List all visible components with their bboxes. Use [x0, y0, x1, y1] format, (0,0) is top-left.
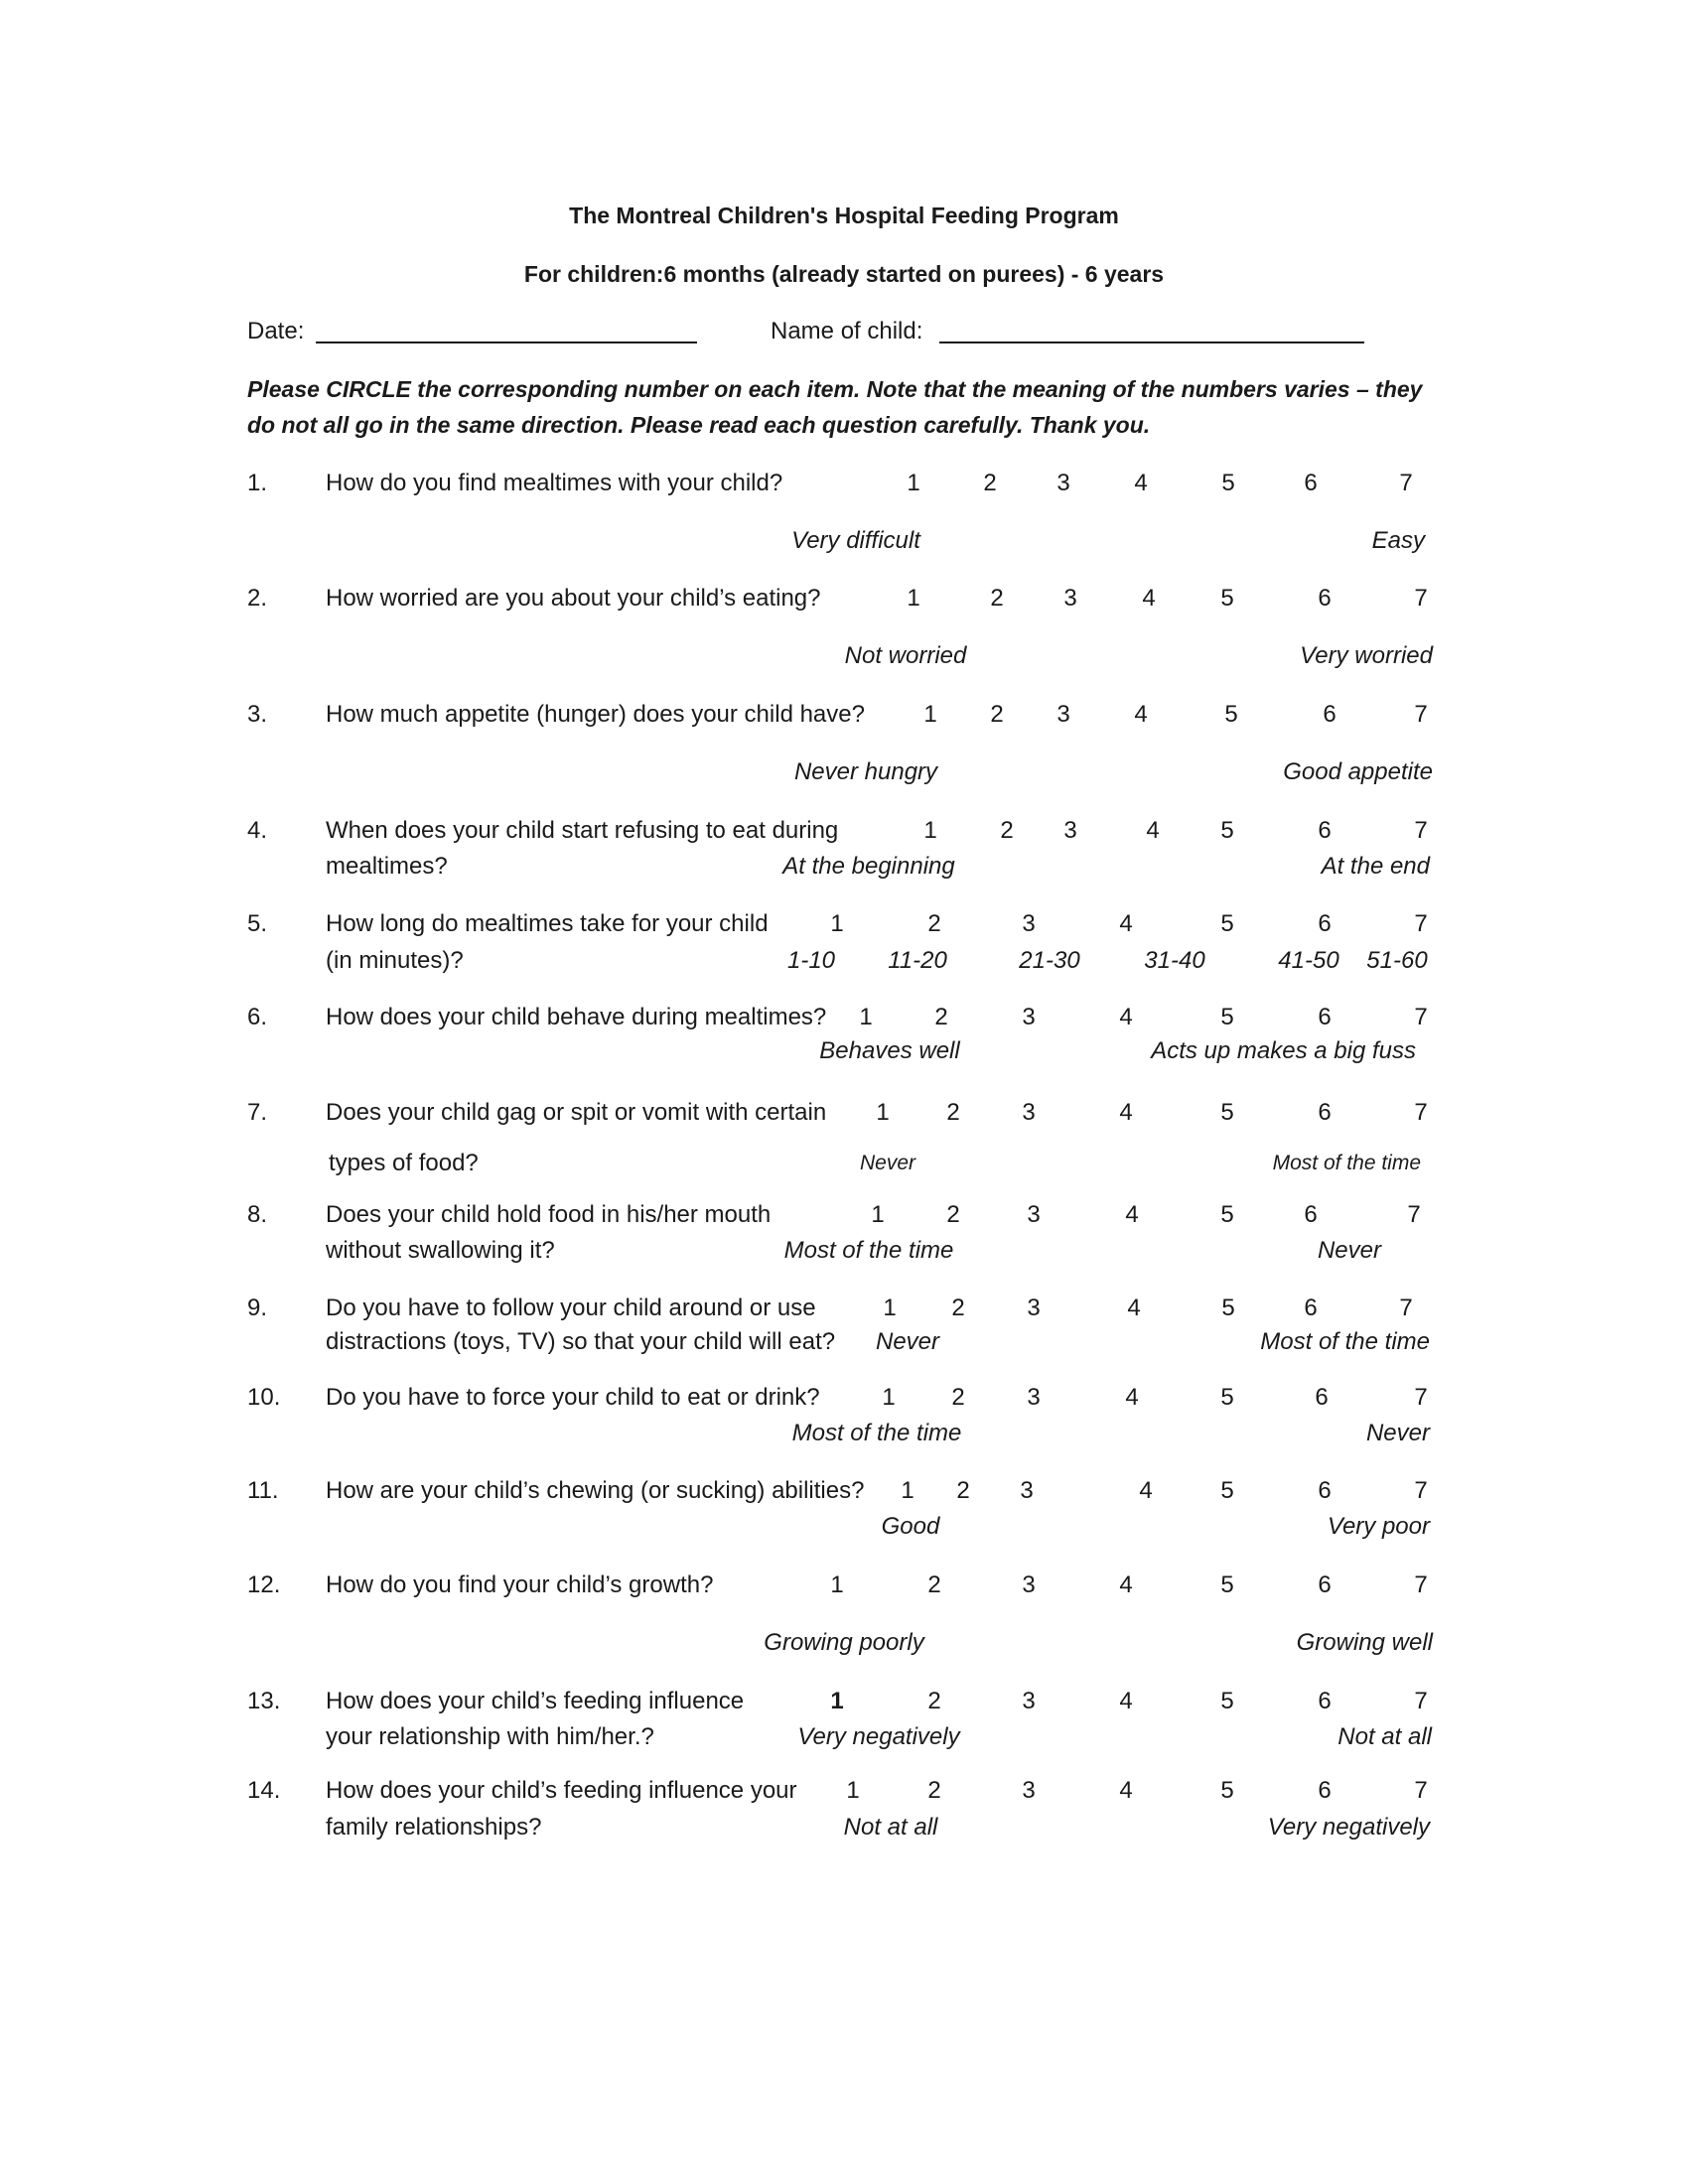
scale-option-6[interactable]: 6 — [1304, 1295, 1318, 1321]
question-number: 13. — [247, 1688, 281, 1714]
scale-anchor-low: Very negatively — [797, 1723, 960, 1750]
question-number: 2. — [247, 585, 268, 612]
scale-option-6[interactable]: 6 — [1318, 817, 1332, 844]
scale-option-1[interactable]: 1 — [882, 1384, 896, 1411]
scale-option-1[interactable]: 1 — [846, 1777, 860, 1804]
question-text: How are your child’s chewing (or sucking) abilities? — [326, 1477, 865, 1504]
question-number: 12. — [247, 1571, 281, 1598]
scale-option-7[interactable]: 7 — [1414, 701, 1428, 728]
question-text: How worried are you about your child’s eating? — [326, 585, 821, 612]
question-number: 3. — [247, 701, 268, 728]
scale-option-1[interactable]: 1 — [830, 1571, 844, 1598]
question-number: 11. — [247, 1477, 279, 1504]
scale-anchor-high: Good appetite — [1283, 758, 1433, 785]
scale-option-4[interactable]: 4 — [1119, 1004, 1133, 1030]
scale-option-6[interactable]: 6 — [1318, 1688, 1332, 1714]
scale-option-6[interactable]: 6 — [1304, 1201, 1318, 1228]
scale-option-2[interactable]: 2 — [927, 1688, 941, 1714]
question-text: without swallowing it? — [326, 1237, 555, 1264]
question-text: your relationship with him/her.? — [326, 1723, 654, 1750]
scale-option-7[interactable]: 7 — [1414, 817, 1428, 844]
question-text: How does your child’s feeding influence your — [326, 1777, 797, 1804]
scale-option-5[interactable]: 5 — [1221, 470, 1235, 496]
scale-option-5[interactable]: 5 — [1220, 1477, 1234, 1504]
page-title: The Montreal Children's Hospital Feeding Program — [569, 203, 1119, 228]
scale-option-2[interactable]: 2 — [927, 1571, 941, 1598]
scale-option-2[interactable]: 2 — [956, 1477, 970, 1504]
scale-anchor-high: Most of the time — [1260, 1328, 1430, 1355]
scale-anchor-low: Not worried — [844, 642, 967, 669]
scale-option-1[interactable]: 1 — [923, 701, 937, 728]
scale-option-5[interactable]: 5 — [1220, 817, 1234, 844]
scale-anchor-low: Growing poorly — [764, 1629, 924, 1656]
scale-option-3[interactable]: 3 — [1022, 1571, 1036, 1598]
scale-option-4[interactable]: 4 — [1142, 585, 1156, 612]
scale-anchor-high: At the end — [1321, 853, 1430, 880]
scale-option-1[interactable]: 1 — [859, 1004, 873, 1030]
scale-option-5[interactable]: 5 — [1220, 1004, 1234, 1030]
scale-option-4[interactable]: 4 — [1119, 910, 1133, 937]
scale-option-1[interactable]: 1 — [883, 1295, 897, 1321]
scale-option-3[interactable]: 3 — [1063, 817, 1077, 844]
scale-option-5[interactable]: 5 — [1220, 1384, 1234, 1411]
scale-option-2[interactable]: 2 — [946, 1099, 960, 1126]
scale-anchor-high: Easy — [1371, 527, 1425, 554]
scale-option-7[interactable]: 7 — [1414, 1099, 1428, 1126]
scale-option-6[interactable]: 6 — [1318, 1571, 1332, 1598]
scale-option-2[interactable]: 2 — [990, 585, 1004, 612]
scale-option-7[interactable]: 7 — [1414, 1477, 1428, 1504]
scale-anchor-high: Most of the time — [1272, 1152, 1421, 1174]
scale-anchor-low: Most of the time — [791, 1420, 962, 1446]
scale-option-3[interactable]: 3 — [1027, 1384, 1041, 1411]
scale-option-4[interactable]: 4 — [1119, 1777, 1133, 1804]
scale-anchor-range: 1-10 — [786, 947, 836, 974]
question-text: Do you have to force your child to eat or drink? — [326, 1384, 820, 1411]
question-text: How long do mealtimes take for your child — [326, 910, 769, 937]
scale-option-3[interactable]: 3 — [1022, 1688, 1036, 1714]
scale-option-3[interactable]: 3 — [1027, 1201, 1041, 1228]
question-text: distractions (toys, TV) so that your child will eat? — [326, 1328, 836, 1355]
scale-option-5[interactable]: 5 — [1220, 1099, 1234, 1126]
scale-option-4[interactable]: 4 — [1146, 817, 1160, 844]
scale-anchor-low: Most of the time — [783, 1237, 954, 1264]
scale-option-1[interactable]: 1 — [923, 817, 937, 844]
scale-option-6[interactable]: 6 — [1315, 1384, 1329, 1411]
scale-option-6[interactable]: 6 — [1318, 1004, 1332, 1030]
scale-anchor-low: Never — [876, 1328, 940, 1355]
scale-anchor-low: Never — [859, 1152, 916, 1174]
scale-anchor-low: At the beginning — [782, 853, 955, 880]
scale-option-6[interactable]: 6 — [1318, 1777, 1332, 1804]
scale-option-2[interactable]: 2 — [983, 470, 997, 496]
question-number: 14. — [247, 1777, 281, 1804]
scale-option-3[interactable]: 3 — [1022, 1004, 1036, 1030]
scale-option-6[interactable]: 6 — [1318, 910, 1332, 937]
scale-option-5[interactable]: 5 — [1220, 1688, 1234, 1714]
question-text: (in minutes)? — [326, 947, 464, 974]
scale-option-2[interactable]: 2 — [946, 1201, 960, 1228]
scale-option-4[interactable]: 4 — [1134, 701, 1148, 728]
scale-option-2[interactable]: 2 — [927, 1777, 941, 1804]
question-text: How does your child behave during mealtimes? — [326, 1004, 827, 1030]
scale-option-1[interactable]: 1 — [907, 585, 920, 612]
scale-option-4[interactable]: 4 — [1119, 1099, 1133, 1126]
scale-option-5[interactable]: 5 — [1220, 1777, 1234, 1804]
question-number: 1. — [247, 470, 268, 496]
scale-option-3[interactable]: 3 — [1022, 910, 1036, 937]
scale-anchor-range: 51-60 — [1366, 947, 1428, 974]
child-name-field[interactable] — [939, 341, 1364, 343]
scale-option-2[interactable]: 2 — [934, 1004, 948, 1030]
child-name-label: Name of child: — [771, 318, 923, 344]
question-number: 7. — [247, 1099, 268, 1126]
scale-option-6[interactable]: 6 — [1318, 1477, 1332, 1504]
scale-option-5[interactable]: 5 — [1221, 1295, 1235, 1321]
scale-option-1[interactable]: 1 — [830, 1688, 844, 1714]
scale-option-7[interactable]: 7 — [1414, 1384, 1428, 1411]
scale-option-6[interactable]: 6 — [1318, 585, 1332, 612]
scale-option-2[interactable]: 2 — [951, 1295, 965, 1321]
question-text: family relationships? — [326, 1814, 542, 1841]
scale-option-1[interactable]: 1 — [830, 910, 844, 937]
scale-option-7[interactable]: 7 — [1407, 1201, 1421, 1228]
scale-option-7[interactable]: 7 — [1399, 1295, 1413, 1321]
scale-option-1[interactable]: 1 — [871, 1201, 885, 1228]
scale-option-7[interactable]: 7 — [1414, 585, 1428, 612]
scale-anchor-range: 31-40 — [1144, 947, 1205, 974]
question-number: 10. — [247, 1384, 281, 1411]
scale-option-3[interactable]: 3 — [1022, 1099, 1036, 1126]
scale-option-3[interactable]: 3 — [1056, 470, 1070, 496]
scale-option-6[interactable]: 6 — [1304, 470, 1318, 496]
question-number: 5. — [247, 910, 268, 937]
scale-option-7[interactable]: 7 — [1414, 1004, 1428, 1030]
scale-option-1[interactable]: 1 — [876, 1099, 890, 1126]
scale-option-3[interactable]: 3 — [1020, 1477, 1034, 1504]
scale-option-3[interactable]: 3 — [1027, 1295, 1041, 1321]
scale-option-4[interactable]: 4 — [1139, 1477, 1153, 1504]
scale-anchor-range: 21-30 — [1019, 947, 1080, 974]
scale-option-5[interactable]: 5 — [1220, 910, 1234, 937]
scale-anchor-high: Growing well — [1296, 1629, 1433, 1656]
scale-option-7[interactable]: 7 — [1414, 910, 1428, 937]
question-text: mealtimes? — [326, 853, 448, 880]
scale-option-7[interactable]: 7 — [1399, 470, 1413, 496]
scale-anchor-low: Never hungry — [793, 758, 938, 785]
question-text: types of food? — [329, 1150, 479, 1176]
question-text: How much appetite (hunger) does your child have? — [326, 701, 865, 728]
question-number: 9. — [247, 1295, 268, 1321]
question-text: Do you have to follow your child around or use — [326, 1295, 816, 1321]
question-text: How do you find mealtimes with your child? — [326, 470, 783, 496]
question-text: How does your child’s feeding influence — [326, 1688, 745, 1714]
scale-anchor-range: 41-50 — [1278, 947, 1339, 974]
scale-option-6[interactable]: 6 — [1323, 701, 1336, 728]
scale-anchor-high: Very poor — [1327, 1513, 1430, 1540]
scale-option-6[interactable]: 6 — [1318, 1099, 1332, 1126]
date-field[interactable] — [316, 341, 697, 343]
scale-option-4[interactable]: 4 — [1125, 1384, 1139, 1411]
scale-anchor-low: Not at all — [843, 1814, 938, 1841]
question-number: 6. — [247, 1004, 268, 1030]
scale-option-7[interactable]: 7 — [1414, 1571, 1428, 1598]
question-text: How do you find your child’s growth? — [326, 1571, 714, 1598]
scale-anchor-low: Behaves well — [819, 1037, 960, 1064]
scale-option-3[interactable]: 3 — [1022, 1777, 1036, 1804]
scale-anchor-range: 11-20 — [888, 947, 947, 974]
question-number: 4. — [247, 817, 268, 844]
scale-option-5[interactable]: 5 — [1224, 701, 1238, 728]
scale-option-2[interactable]: 2 — [990, 701, 1004, 728]
question-text: When does your child start refusing to eat during — [326, 817, 839, 844]
scale-anchor-low: Good — [881, 1513, 940, 1540]
scale-anchor-high: Very worried — [1300, 642, 1433, 669]
scale-option-4[interactable]: 4 — [1125, 1201, 1139, 1228]
scale-anchor-high: Very negatively — [1267, 1814, 1430, 1841]
scale-anchor-high: Acts up makes a big fuss — [1151, 1037, 1416, 1064]
page-subtitle: For children:6 months (already started on purees) - 6 years — [523, 261, 1165, 287]
scale-option-7[interactable]: 7 — [1414, 1777, 1428, 1804]
scale-option-4[interactable]: 4 — [1119, 1571, 1133, 1598]
scale-anchor-low: Very difficult — [791, 527, 920, 554]
scale-option-3[interactable]: 3 — [1056, 701, 1070, 728]
question-text: Does your child gag or spit or vomit with certain — [326, 1099, 827, 1126]
scale-option-1[interactable]: 1 — [907, 470, 920, 496]
scale-anchor-high: Never — [1317, 1237, 1381, 1264]
scale-anchor-high: Never — [1365, 1420, 1430, 1446]
scale-option-2[interactable]: 2 — [927, 910, 941, 937]
question-number: 8. — [247, 1201, 268, 1228]
date-label: Date: — [247, 318, 305, 344]
scale-option-5[interactable]: 5 — [1220, 1571, 1234, 1598]
question-text: Does your child hold food in his/her mouth — [326, 1201, 772, 1228]
scale-option-1[interactable]: 1 — [901, 1477, 914, 1504]
scale-anchor-high: Not at all — [1337, 1723, 1432, 1750]
scale-option-2[interactable]: 2 — [1000, 817, 1014, 844]
scale-option-5[interactable]: 5 — [1220, 1201, 1234, 1228]
scale-option-2[interactable]: 2 — [951, 1384, 965, 1411]
scale-option-5[interactable]: 5 — [1220, 585, 1234, 612]
scale-option-4[interactable]: 4 — [1134, 470, 1148, 496]
scale-option-7[interactable]: 7 — [1414, 1688, 1428, 1714]
instructions-text: Please CIRCLE the corresponding number on each item. Note that the meaning of the numbers varies – they do not all go in the same direction. Please read each question carefully. Thank you. — [247, 376, 1423, 438]
scale-option-3[interactable]: 3 — [1063, 585, 1077, 612]
scale-option-4[interactable]: 4 — [1127, 1295, 1141, 1321]
scale-option-4[interactable]: 4 — [1119, 1688, 1133, 1714]
